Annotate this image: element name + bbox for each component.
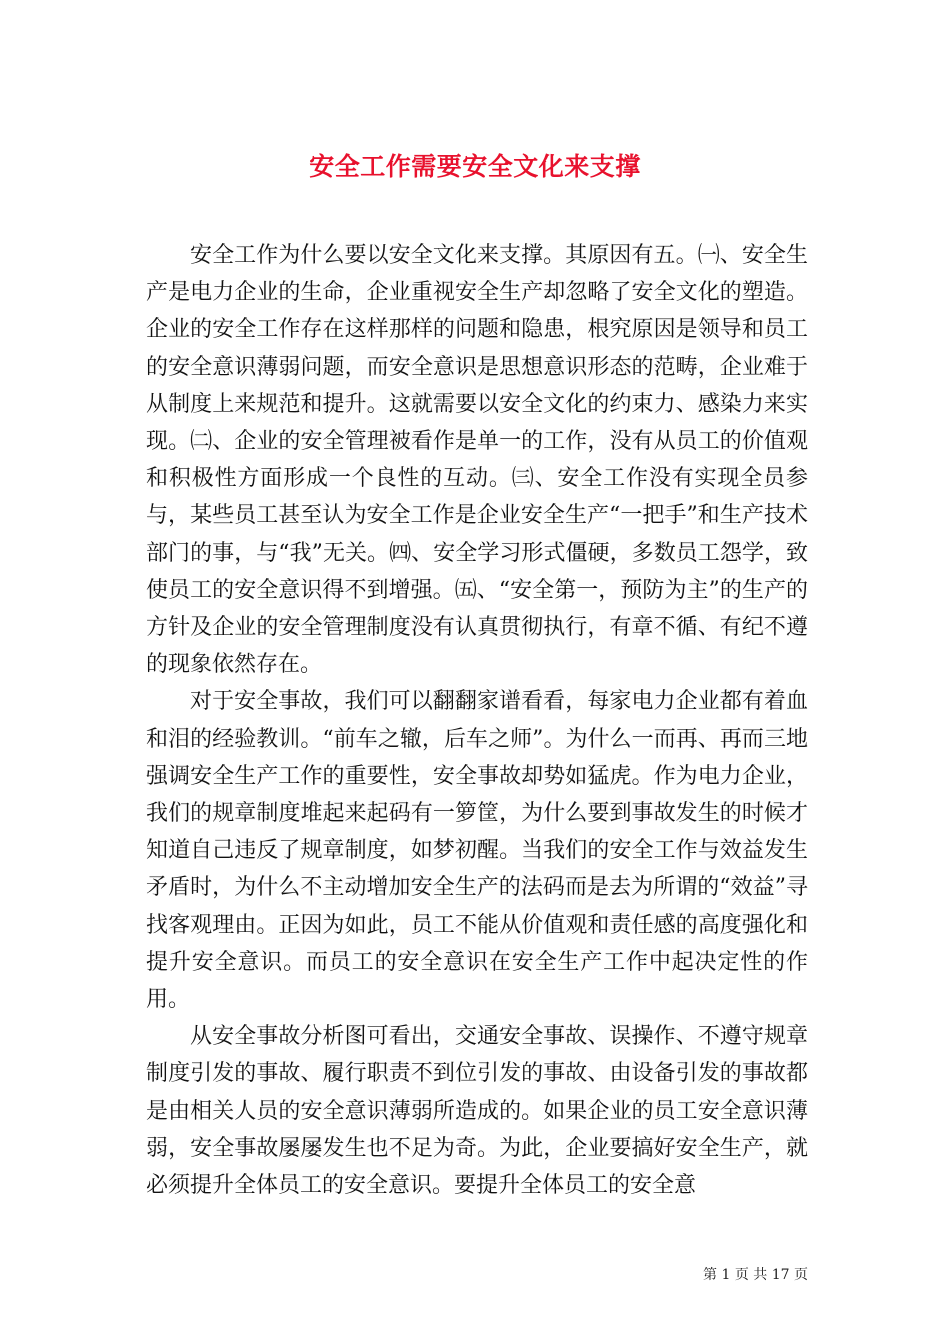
document-body [146, 237, 808, 1204]
paragraph-3: 从安全事故分析图可看出，交通安全事故、误操作、不遵守规章制度引发的事故、履行职责不到位引发的事故、由设备引发的事故都是由相关人员的安全意识薄弱所造成的。如果企业的员工安全意识薄弱，安全事故屡屡发生也不足为奇。为此，企业要搞好安全生产，就必须提升全体员工的安全意识。要提升全体员工的安全意 [146, 1024, 808, 1199]
paragraph-2: 对于安全事故，我们可以翻翻家谱看看，每家电力企业都有着血和泪的经验教训。“前车之辙，后车之师”。为什么一而再、再而三地强调安全生产工作的重要性，安全事故却势如猛虎。作为电力企业，我们的规章制度堆起来起码有一箩筐，为什么要到事故发生的时候才知道自己违反了规章制度，如梦初醒。当我们的安全工作与效益发生矛盾时，为什么不主动增加安全生产的法码而是去为所谓的“效益”寻找客观理由。正因为如此，员工不能从价值观和责任感的高度强化和提升安全意识。而员工的安全意识在安全生产工作中起决定性的作用。 [146, 689, 808, 1013]
paragraph-1: 安全工作为什么要以安全文化来支撑。其原因有五。㈠、安全生产是电力企业的生命，企业重视安全生产却忽略了安全文化的塑造。企业的安全工作存在这样那样的问题和隐患，根究原因是领导和员工的安全意识薄弱问题，而安全意识是思想意识形态的范畴，企业难于从制度上来规范和提升。这就需要以安全文化的约束力、感染力来实现。㈡、企业的安全管理被看作是单一的工作，没有从员工的价值观和积极性方面形成一个良性的互动。㈢、安全工作没有实现全员参与，某些员工甚至认为安全工作是企业安全生产“一把手”和生产技术部门的事，与“我”无关。㈣、安全学习形式僵硬，多数员工怨学，致使员工的安全意识得不到增强。㈤、“安全第一，预防为主”的生产的方针及企业的安全管理制度没有认真贯彻执行，有章不循、有纪不遵的现象依然存在。 [146, 243, 808, 678]
document-title: 安全工作需要安全文化来支撑 [309, 151, 641, 181]
page-number-footer: 第 1 页 共 17 页 [703, 1267, 808, 1283]
